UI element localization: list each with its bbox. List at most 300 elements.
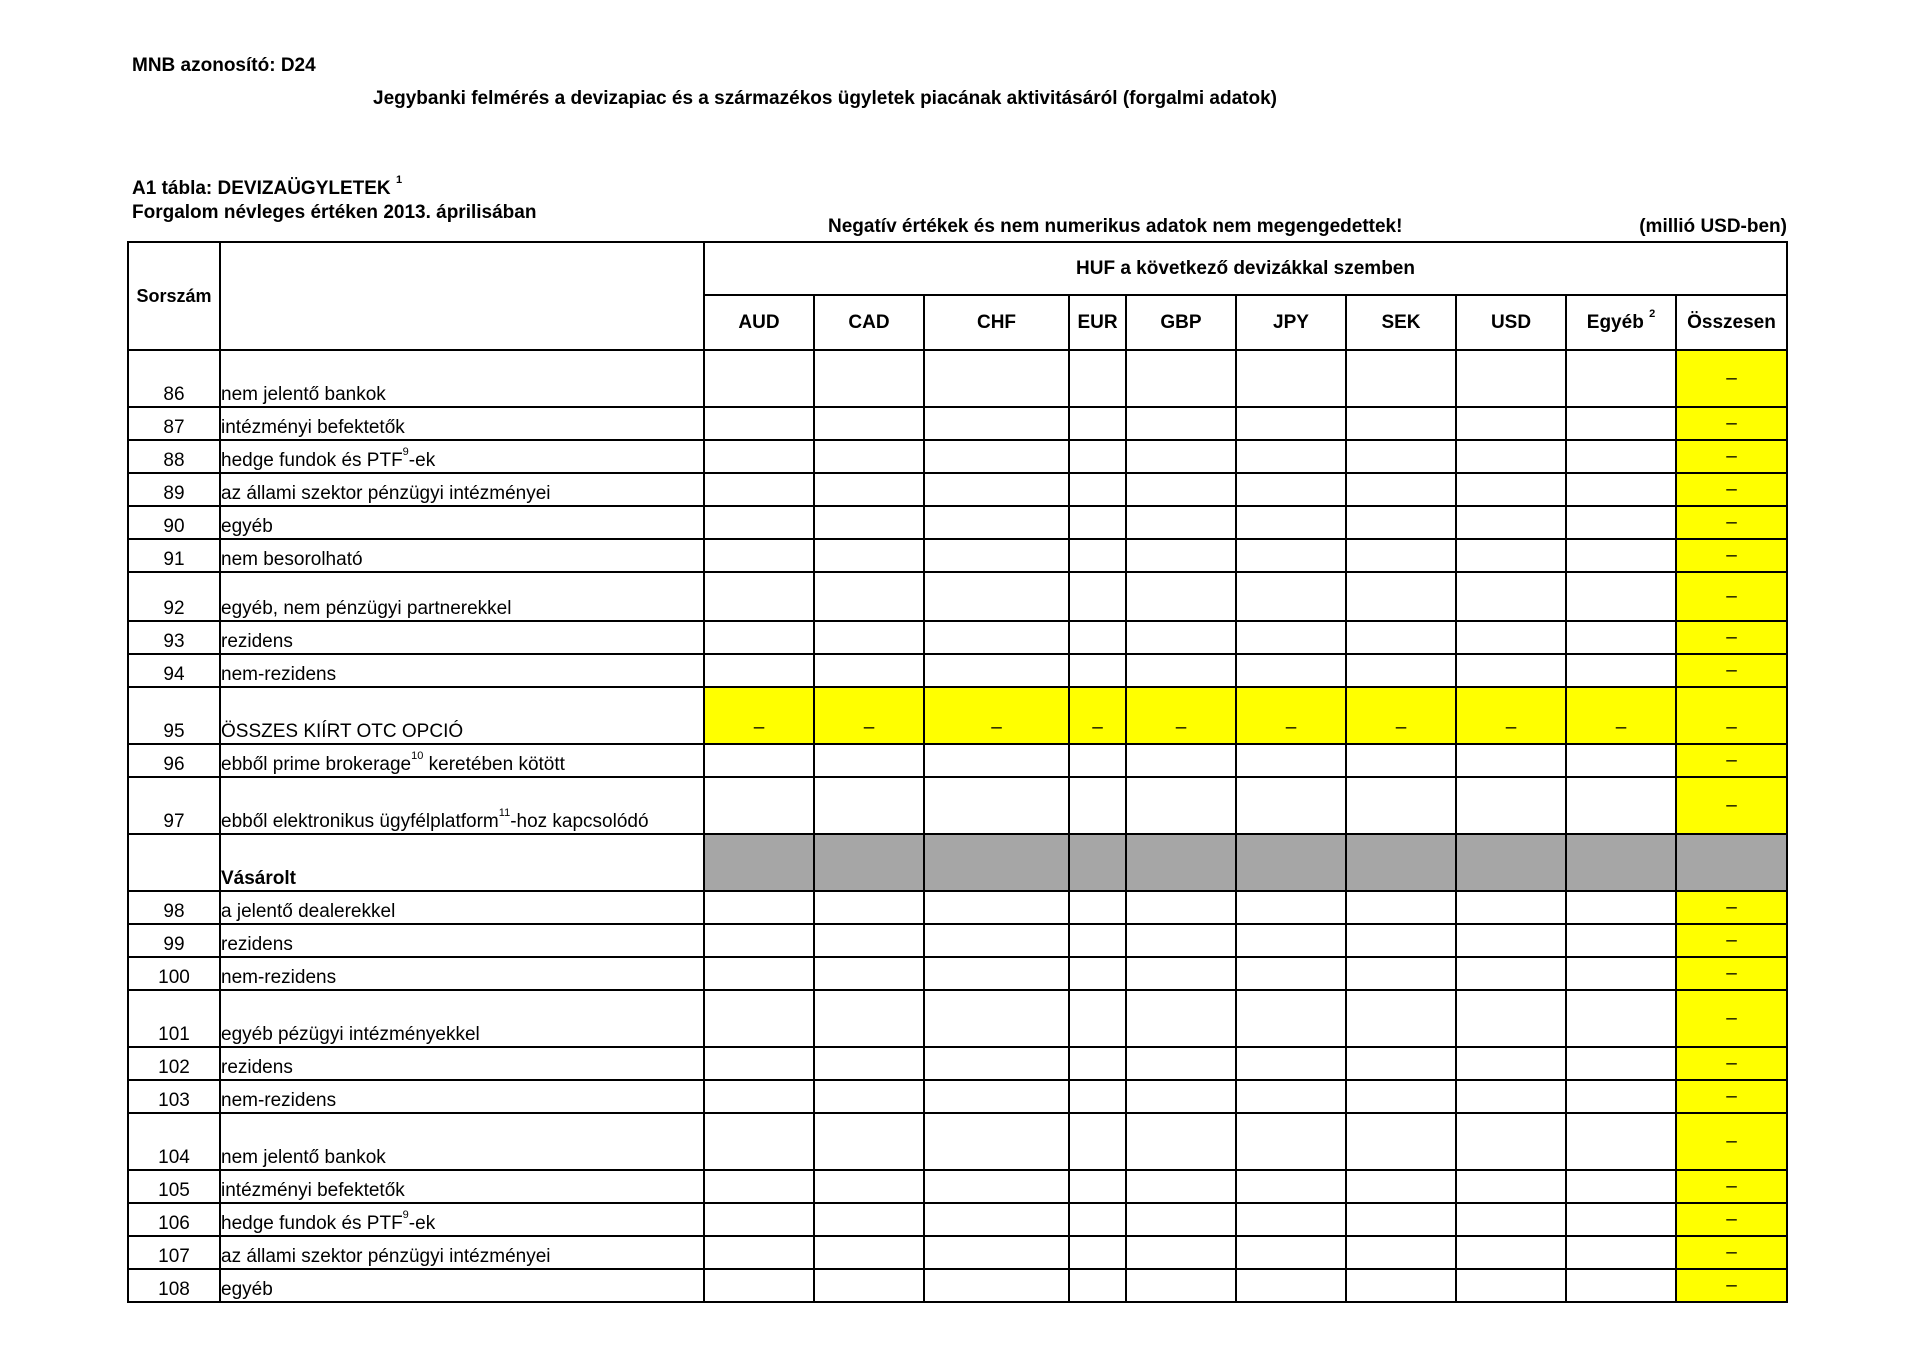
cell-aud[interactable] [704, 1203, 814, 1236]
cell-egyéb[interactable] [1566, 440, 1676, 473]
cell-eur[interactable] [1069, 407, 1126, 440]
cell-eur[interactable] [1069, 1080, 1126, 1113]
cell-jpy[interactable] [1236, 621, 1346, 654]
cell-aud[interactable] [704, 1080, 814, 1113]
dash-value: – [1726, 896, 1737, 918]
cell-sek[interactable] [1346, 440, 1456, 473]
cell-egyéb[interactable] [1566, 350, 1676, 407]
cell-sek[interactable] [1346, 1113, 1456, 1170]
cell-cad[interactable] [814, 1203, 924, 1236]
cell-cad[interactable] [814, 744, 924, 777]
mnb-id: MNB azonosító: D24 [132, 55, 316, 76]
row-label [220, 440, 704, 473]
cell-jpy[interactable] [1236, 473, 1346, 506]
cell-sek[interactable] [1346, 1203, 1456, 1236]
dash-value: – [1726, 1130, 1737, 1152]
dash-value: – [991, 717, 1002, 738]
dash-value: – [1726, 478, 1737, 500]
cell-eur[interactable] [1069, 1047, 1126, 1080]
cell-chf[interactable] [924, 1170, 1069, 1203]
cell-aud[interactable] [704, 407, 814, 440]
cell-usd[interactable] [1456, 1236, 1566, 1269]
cell-egyéb[interactable] [1566, 990, 1676, 1047]
cell-chf[interactable] [924, 1047, 1069, 1080]
cell-chf[interactable] [924, 777, 1069, 834]
group-header: HUF a következő devizákkal szemben [704, 242, 1787, 295]
cell-cad[interactable] [814, 957, 924, 990]
cell-chf[interactable] [924, 654, 1069, 687]
col-header-label [220, 242, 704, 350]
cell-jpy[interactable] [1236, 654, 1346, 687]
table-row [128, 834, 1787, 891]
cell-jpy[interactable] [1236, 1203, 1346, 1236]
cell-sek[interactable] [1346, 1236, 1456, 1269]
cell-gbp[interactable] [1126, 1203, 1236, 1236]
cell-eur[interactable] [1069, 744, 1126, 777]
cell-cad[interactable] [814, 473, 924, 506]
col-header-text: JPY [1273, 311, 1309, 333]
cell-usd[interactable] [1456, 407, 1566, 440]
row-label [220, 1170, 704, 1203]
table-row [128, 621, 1787, 654]
cell-jpy[interactable] [1236, 572, 1346, 621]
cell-jpy[interactable] [1236, 1113, 1346, 1170]
cell-cad[interactable] [814, 924, 924, 957]
row-label-text: egyéb, nem pénzügyi partnerekkel [221, 598, 512, 619]
cell-jpy[interactable] [1236, 924, 1346, 957]
cell-eur[interactable] [1069, 777, 1126, 834]
cell-gbp[interactable] [1126, 1170, 1236, 1203]
cell-aud[interactable] [704, 621, 814, 654]
cell-usd[interactable] [1456, 1113, 1566, 1170]
dash-value: – [1726, 659, 1737, 681]
cell-sek[interactable] [1346, 957, 1456, 990]
cell-aud[interactable] [704, 1236, 814, 1269]
cell-sek[interactable] [1346, 1047, 1456, 1080]
cell-usd[interactable] [1456, 744, 1566, 777]
cell-jpy[interactable] [1236, 1170, 1346, 1203]
cell-egyéb[interactable] [1566, 777, 1676, 834]
cell-aud[interactable] [704, 654, 814, 687]
cell-gbp[interactable] [1126, 572, 1236, 621]
cell-chf[interactable] [924, 440, 1069, 473]
cell-aud[interactable] [704, 572, 814, 621]
cell-chf[interactable] [924, 621, 1069, 654]
cell-chf[interactable] [924, 1113, 1069, 1170]
dash-value: – [1505, 717, 1517, 738]
dash-value: – [1726, 626, 1737, 648]
cell-jpy[interactable] [1236, 1047, 1346, 1080]
cell-usd[interactable] [1456, 924, 1566, 957]
table-row [128, 407, 1787, 440]
cell-egyéb[interactable] [1566, 506, 1676, 539]
row-label-text: az állami szektor pénzügyi intézményei [221, 1246, 551, 1267]
cell-sek[interactable] [1346, 539, 1456, 572]
cell-aud [704, 834, 814, 891]
cell-összesen [1676, 654, 1787, 687]
cell-összesen [1676, 834, 1787, 891]
row-label-text: nem jelentő bankok [221, 384, 386, 405]
cell-cad[interactable] [814, 1236, 924, 1269]
cell-egyéb[interactable] [1566, 891, 1676, 924]
cell-egyéb[interactable] [1566, 744, 1676, 777]
col-header-aud [704, 295, 814, 350]
cell-usd[interactable] [1456, 957, 1566, 990]
cell-egyéb[interactable] [1566, 957, 1676, 990]
cell-usd[interactable] [1456, 654, 1566, 687]
table-row [128, 473, 1787, 506]
row-label-text: az állami szektor pénzügyi intézményei [221, 483, 551, 504]
cell-összesen [1676, 1170, 1787, 1203]
cell-gbp[interactable] [1126, 473, 1236, 506]
cell-cad[interactable] [814, 1269, 924, 1302]
row-label-text: ebből elektronikus ügyfélplatform [221, 811, 499, 832]
cell-jpy[interactable] [1236, 407, 1346, 440]
cell-gbp[interactable] [1126, 1080, 1236, 1113]
cell-aud[interactable] [704, 777, 814, 834]
row-label [220, 473, 704, 506]
cell-egyéb[interactable] [1566, 539, 1676, 572]
cell-eur[interactable] [1069, 1236, 1126, 1269]
cell-jpy[interactable] [1236, 1236, 1346, 1269]
row-label-text: egyéb [221, 1279, 273, 1300]
cell-chf[interactable] [924, 539, 1069, 572]
cell-aud[interactable] [704, 744, 814, 777]
row-number: 94 [128, 654, 220, 687]
cell-cad[interactable] [814, 539, 924, 572]
cell-egyéb[interactable] [1566, 654, 1676, 687]
cell-gbp[interactable] [1126, 777, 1236, 834]
dash-value: – [1726, 544, 1737, 566]
cell-összesen [1676, 539, 1787, 572]
cell-egyéb[interactable] [1566, 1170, 1676, 1203]
cell-egyéb [1566, 687, 1676, 744]
row-label [220, 506, 704, 539]
cell-usd[interactable] [1456, 777, 1566, 834]
cell-egyéb[interactable] [1566, 621, 1676, 654]
cell-chf [924, 834, 1069, 891]
cell-összesen [1676, 744, 1787, 777]
cell-aud[interactable] [704, 924, 814, 957]
cell-chf[interactable] [924, 1269, 1069, 1302]
cell-cad[interactable] [814, 1170, 924, 1203]
cell-usd[interactable] [1456, 1203, 1566, 1236]
col-header-gbp [1126, 295, 1236, 350]
cell-usd[interactable] [1456, 506, 1566, 539]
cell-usd[interactable] [1456, 1047, 1566, 1080]
cell-egyéb[interactable] [1566, 473, 1676, 506]
cell-aud[interactable] [704, 1047, 814, 1080]
cell-sek[interactable] [1346, 777, 1456, 834]
cell-összesen [1676, 440, 1787, 473]
cell-egyéb[interactable] [1566, 924, 1676, 957]
cell-sek[interactable] [1346, 350, 1456, 407]
row-number: 92 [128, 572, 220, 621]
cell-jpy [1236, 687, 1346, 744]
row-label-suffix: keretében kötött [423, 754, 565, 775]
cell-chf[interactable] [924, 957, 1069, 990]
cell-usd [1456, 834, 1566, 891]
cell-cad[interactable] [814, 891, 924, 924]
cell-aud[interactable] [704, 506, 814, 539]
row-footnote: 10 [411, 750, 424, 762]
cell-eur[interactable] [1069, 990, 1126, 1047]
cell-eur[interactable] [1069, 654, 1126, 687]
cell-usd[interactable] [1456, 572, 1566, 621]
cell-egyéb[interactable] [1566, 1203, 1676, 1236]
cell-jpy[interactable] [1236, 990, 1346, 1047]
cell-gbp[interactable] [1126, 440, 1236, 473]
cell-összesen [1676, 777, 1787, 834]
cell-chf [924, 687, 1069, 744]
row-label [220, 744, 704, 777]
cell-eur[interactable] [1069, 621, 1126, 654]
col-header-text: Egyéb [1586, 311, 1644, 333]
cell-sek[interactable] [1346, 473, 1456, 506]
cell-chf[interactable] [924, 473, 1069, 506]
cell-eur[interactable] [1069, 473, 1126, 506]
cell-gbp[interactable] [1126, 654, 1236, 687]
row-label [220, 777, 704, 834]
row-number: 103 [128, 1080, 220, 1113]
cell-aud[interactable] [704, 440, 814, 473]
cell-egyéb[interactable] [1566, 1113, 1676, 1170]
cell-sek[interactable] [1346, 654, 1456, 687]
cell-gbp[interactable] [1126, 990, 1236, 1047]
cell-usd[interactable] [1456, 621, 1566, 654]
cell-usd[interactable] [1456, 1080, 1566, 1113]
cell-összesen [1676, 1047, 1787, 1080]
cell-cad[interactable] [814, 506, 924, 539]
cell-eur[interactable] [1069, 1113, 1126, 1170]
dash-value: – [1395, 717, 1407, 738]
cell-gbp[interactable] [1126, 891, 1236, 924]
row-number: 97 [128, 777, 220, 834]
cell-sek[interactable] [1346, 621, 1456, 654]
cell-chf[interactable] [924, 350, 1069, 407]
dash-value: – [1726, 1085, 1737, 1107]
cell-gbp[interactable] [1126, 539, 1236, 572]
row-label [220, 539, 704, 572]
cell-eur[interactable] [1069, 924, 1126, 957]
cell-chf[interactable] [924, 407, 1069, 440]
dash-value: – [1726, 794, 1737, 816]
row-label [220, 1203, 704, 1236]
row-label [220, 834, 704, 891]
cell-sek[interactable] [1346, 1170, 1456, 1203]
table-name-footnote: 1 [395, 174, 403, 186]
cell-aud[interactable] [704, 539, 814, 572]
cell-gbp [1126, 834, 1236, 891]
cell-eur[interactable] [1069, 506, 1126, 539]
cell-egyéb[interactable] [1566, 1236, 1676, 1269]
cell-usd[interactable] [1456, 891, 1566, 924]
cell-usd[interactable] [1456, 473, 1566, 506]
cell-cad[interactable] [814, 621, 924, 654]
cell-jpy[interactable] [1236, 1269, 1346, 1302]
cell-sek[interactable] [1346, 572, 1456, 621]
cell-cad[interactable] [814, 440, 924, 473]
cell-eur[interactable] [1069, 1269, 1126, 1302]
cell-jpy[interactable] [1236, 506, 1346, 539]
cell-eur[interactable] [1069, 1203, 1126, 1236]
cell-chf[interactable] [924, 924, 1069, 957]
cell-gbp[interactable] [1126, 924, 1236, 957]
cell-aud[interactable] [704, 1170, 814, 1203]
cell-usd[interactable] [1456, 440, 1566, 473]
cell-gbp[interactable] [1126, 744, 1236, 777]
cell-gbp[interactable] [1126, 407, 1236, 440]
cell-jpy[interactable] [1236, 891, 1346, 924]
page-title: Jegybanki felmérés a devizapiac és a származékos ügyletek piacának aktivitásáról (forgalmi adatok) [373, 88, 1277, 109]
cell-sek[interactable] [1346, 924, 1456, 957]
cell-sek[interactable] [1346, 990, 1456, 1047]
cell-egyéb[interactable] [1566, 407, 1676, 440]
cell-jpy[interactable] [1236, 1080, 1346, 1113]
cell-eur[interactable] [1069, 572, 1126, 621]
cell-usd[interactable] [1456, 350, 1566, 407]
row-number: 98 [128, 891, 220, 924]
cell-jpy[interactable] [1236, 440, 1346, 473]
cell-cad[interactable] [814, 990, 924, 1047]
cell-cad[interactable] [814, 1047, 924, 1080]
cell-összesen [1676, 407, 1787, 440]
cell-összesen [1676, 891, 1787, 924]
cell-sek[interactable] [1346, 506, 1456, 539]
col-header-text: CAD [848, 311, 890, 333]
cell-chf[interactable] [924, 891, 1069, 924]
cell-gbp[interactable] [1126, 1113, 1236, 1170]
table-row [128, 440, 1787, 473]
cell-gbp[interactable] [1126, 1269, 1236, 1302]
cell-gbp[interactable] [1126, 350, 1236, 407]
table-row [128, 1236, 1787, 1269]
period-label: Forgalom névleges értéken 2013. áprilisában [132, 202, 537, 223]
cell-cad[interactable] [814, 572, 924, 621]
cell-aud[interactable] [704, 891, 814, 924]
cell-gbp[interactable] [1126, 1236, 1236, 1269]
dash-value: – [1092, 717, 1103, 738]
cell-chf[interactable] [924, 744, 1069, 777]
cell-gbp[interactable] [1126, 506, 1236, 539]
row-label-text: Vásárolt [221, 868, 296, 889]
dash-value: – [1726, 1241, 1737, 1263]
cell-eur[interactable] [1069, 891, 1126, 924]
cell-egyéb[interactable] [1566, 1080, 1676, 1113]
cell-összesen [1676, 1080, 1787, 1113]
cell-cad[interactable] [814, 654, 924, 687]
cell-eur[interactable] [1069, 440, 1126, 473]
row-label-text: rezidens [221, 1057, 293, 1078]
cell-chf[interactable] [924, 1080, 1069, 1113]
cell-eur[interactable] [1069, 350, 1126, 407]
cell-usd[interactable] [1456, 990, 1566, 1047]
cell-eur[interactable] [1069, 957, 1126, 990]
cell-aud[interactable] [704, 473, 814, 506]
cell-sek [1346, 687, 1456, 744]
cell-egyéb [1566, 834, 1676, 891]
row-label [220, 654, 704, 687]
cell-összesen [1676, 572, 1787, 621]
cell-aud [704, 687, 814, 744]
dash-value: – [1726, 1208, 1737, 1230]
cell-cad[interactable] [814, 1113, 924, 1170]
cell-cad[interactable] [814, 777, 924, 834]
row-label [220, 957, 704, 990]
dash-value: – [1726, 962, 1737, 984]
cell-sek[interactable] [1346, 891, 1456, 924]
cell-jpy [1236, 834, 1346, 891]
cell-aud[interactable] [704, 1113, 814, 1170]
cell-gbp[interactable] [1126, 957, 1236, 990]
dash-value: – [1726, 367, 1737, 389]
cell-jpy[interactable] [1236, 350, 1346, 407]
row-label-text: nem-rezidens [221, 967, 337, 988]
row-label-text: rezidens [221, 934, 293, 955]
row-label [220, 407, 704, 440]
cell-sek[interactable] [1346, 1269, 1456, 1302]
cell-chf[interactable] [924, 1236, 1069, 1269]
cell-jpy[interactable] [1236, 957, 1346, 990]
cell-jpy[interactable] [1236, 777, 1346, 834]
cell-usd[interactable] [1456, 1269, 1566, 1302]
cell-gbp[interactable] [1126, 621, 1236, 654]
cell-sek[interactable] [1346, 407, 1456, 440]
cell-egyéb[interactable] [1566, 1269, 1676, 1302]
cell-gbp [1126, 687, 1236, 744]
cell-eur[interactable] [1069, 539, 1126, 572]
row-label [220, 621, 704, 654]
cell-jpy[interactable] [1236, 539, 1346, 572]
cell-cad [814, 834, 924, 891]
cell-usd[interactable] [1456, 539, 1566, 572]
cell-cad[interactable] [814, 1080, 924, 1113]
cell-chf[interactable] [924, 990, 1069, 1047]
cell-sek[interactable] [1346, 1080, 1456, 1113]
cell-eur[interactable] [1069, 1170, 1126, 1203]
cell-gbp[interactable] [1126, 1047, 1236, 1080]
cell-egyéb[interactable] [1566, 572, 1676, 621]
cell-jpy[interactable] [1236, 744, 1346, 777]
cell-aud[interactable] [704, 350, 814, 407]
cell-összesen [1676, 990, 1787, 1047]
row-label-suffix: -ek [408, 450, 436, 471]
cell-sek[interactable] [1346, 744, 1456, 777]
cell-usd[interactable] [1456, 1170, 1566, 1203]
row-footnote: 9 [402, 1209, 409, 1221]
row-number: 89 [128, 473, 220, 506]
cell-aud[interactable] [704, 990, 814, 1047]
row-label [220, 1113, 704, 1170]
cell-chf[interactable] [924, 1203, 1069, 1236]
row-number: 93 [128, 621, 220, 654]
col-header-text: AUD [738, 311, 780, 333]
cell-aud[interactable] [704, 1269, 814, 1302]
cell-chf[interactable] [924, 572, 1069, 621]
cell-chf[interactable] [924, 506, 1069, 539]
row-label-text: rezidens [221, 631, 293, 652]
cell-egyéb[interactable] [1566, 1047, 1676, 1080]
table-name [132, 174, 403, 200]
cell-cad[interactable] [814, 350, 924, 407]
dash-value: – [1726, 717, 1737, 738]
cell-cad[interactable] [814, 407, 924, 440]
cell-aud[interactable] [704, 957, 814, 990]
row-label-text: ebből prime brokerage [221, 754, 412, 775]
cell-sek [1346, 834, 1456, 891]
egyeb-footnote: 2 [1649, 307, 1656, 320]
cell-cad [814, 687, 924, 744]
